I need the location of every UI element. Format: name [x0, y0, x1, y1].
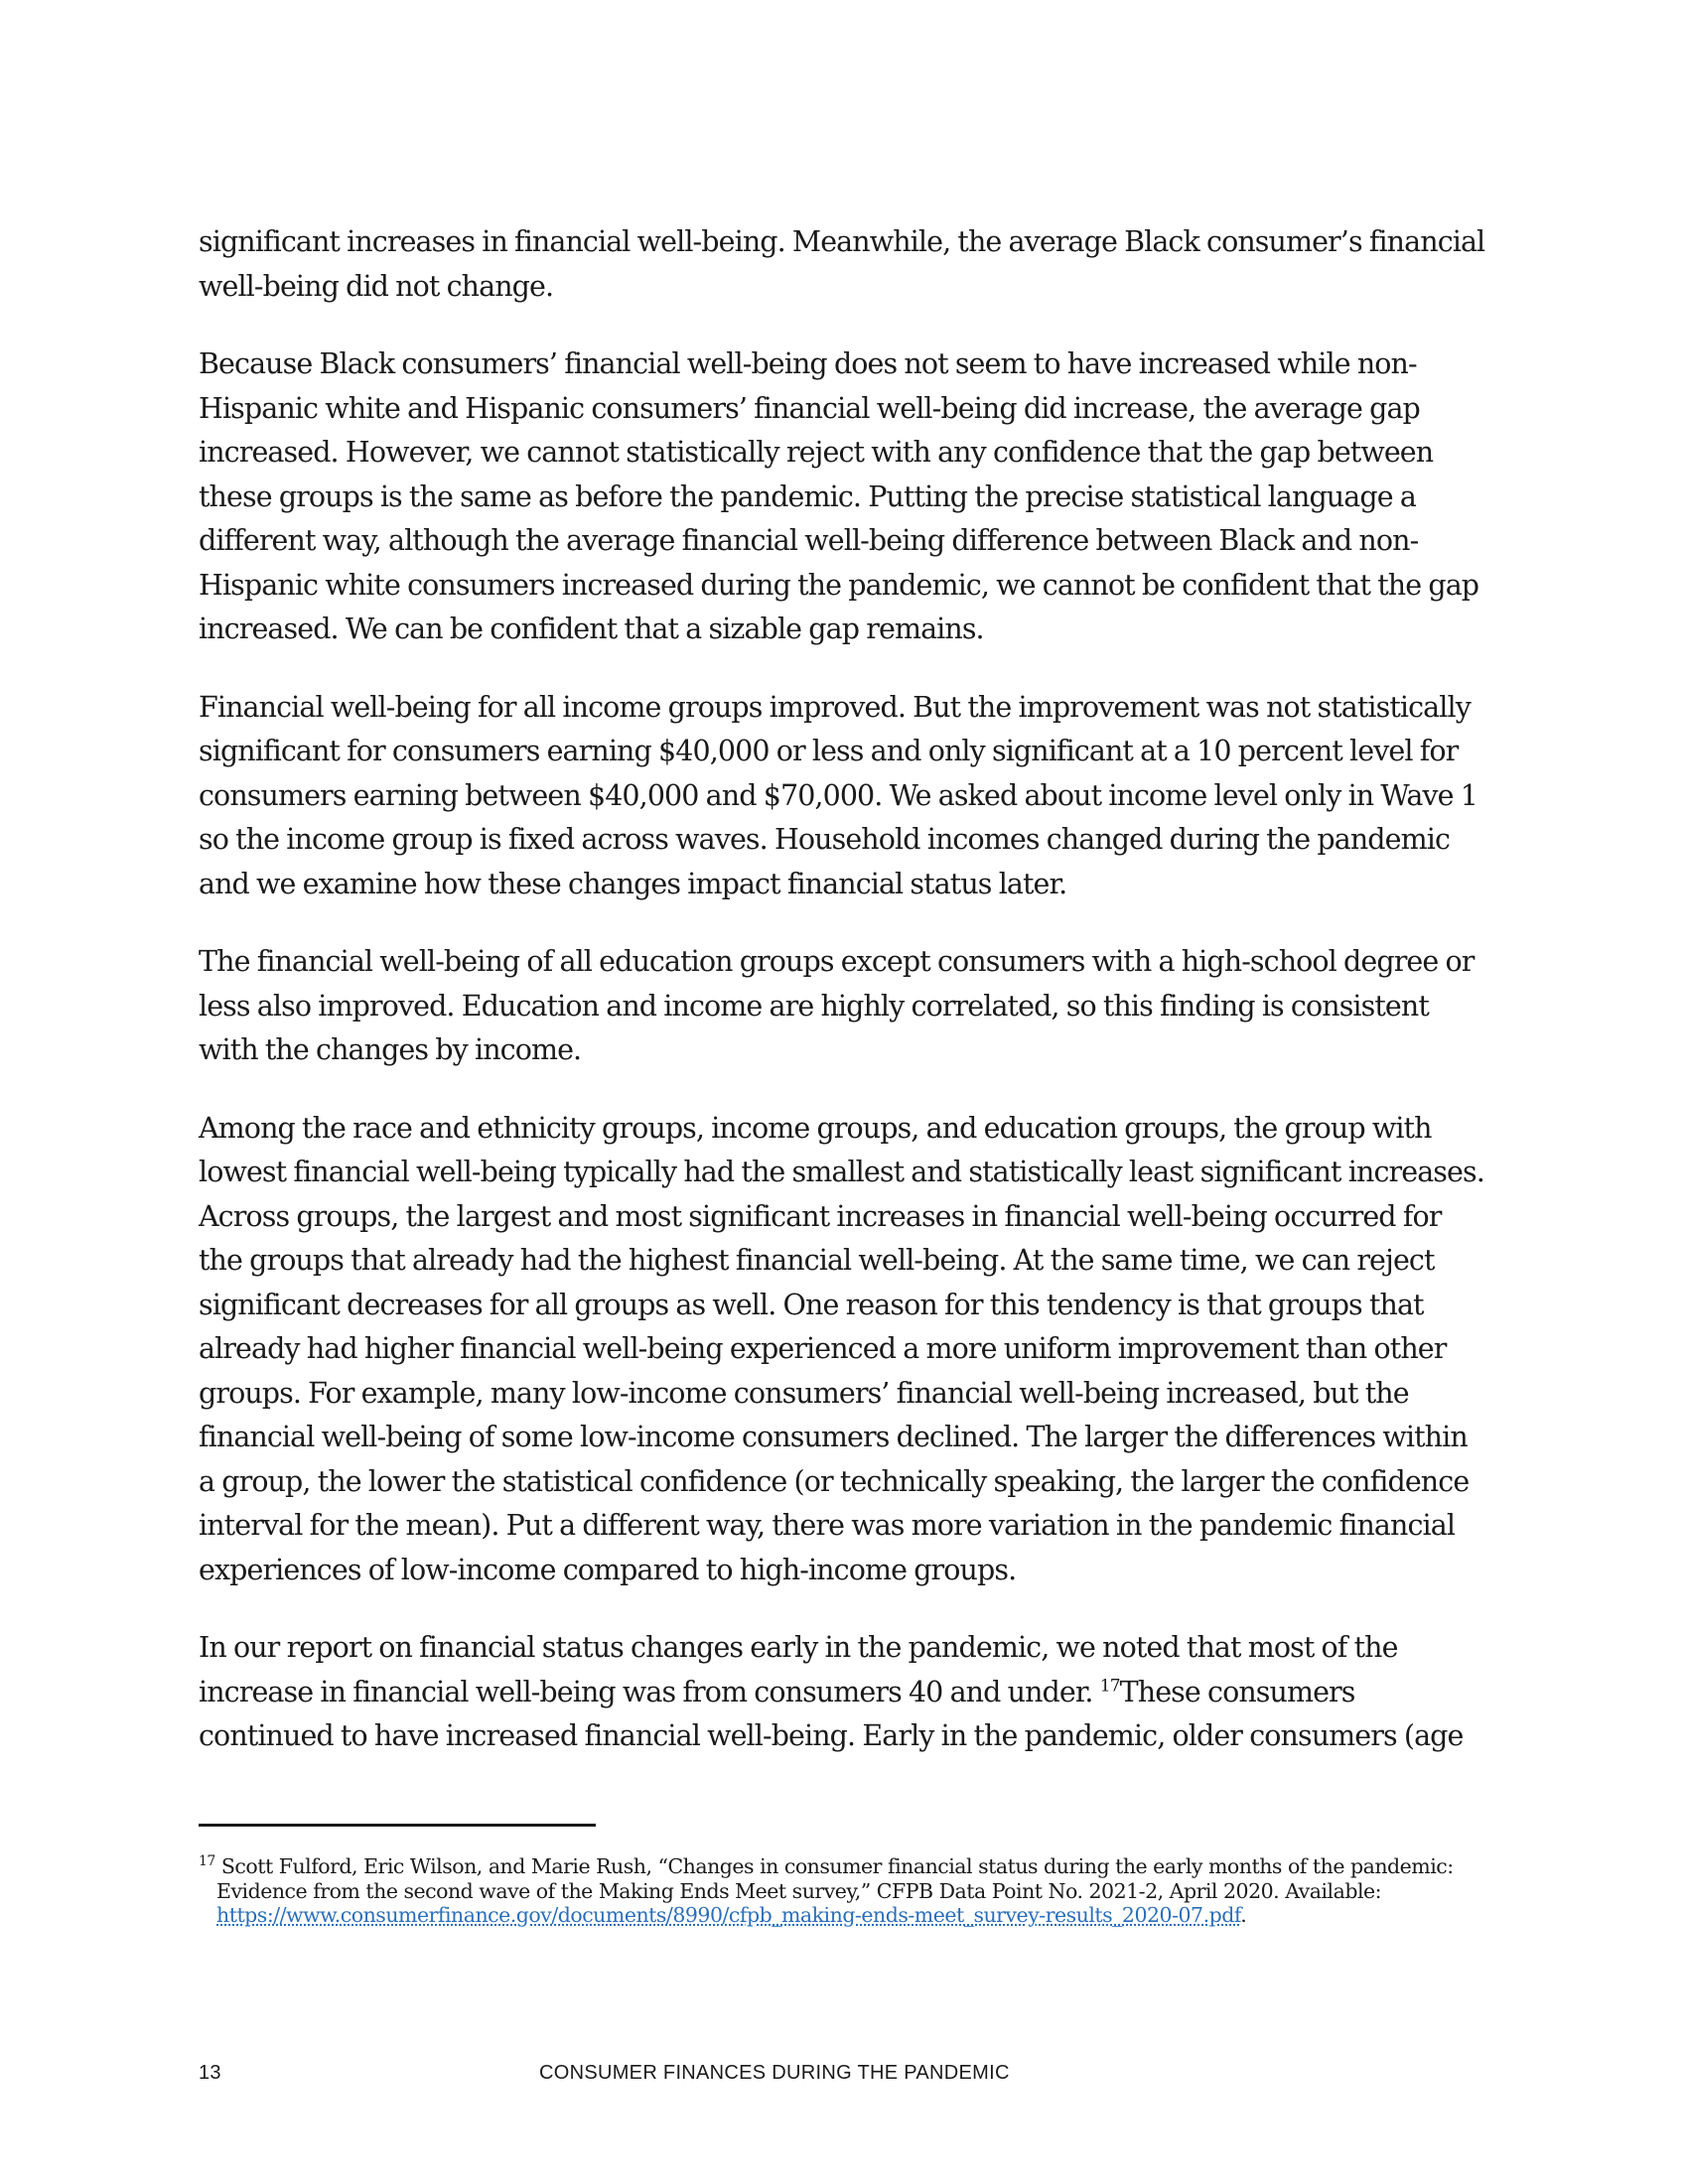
footnote-reference[interactable]: 17 [1099, 1676, 1120, 1696]
footnote [199, 1854, 1489, 1928]
footnote-number: 17 [199, 1853, 215, 1870]
running-title: CONSUMER FINANCES DURING THE PANDEMIC [539, 2062, 1010, 2084]
paragraph: The financial well-being of all education groups except consumers with a high-school degree or less also improved. Education and income are highly correlated, so this finding is consistent with the changes by income. [199, 945, 1475, 1066]
footnote-divider [199, 1824, 596, 1827]
paragraph-text-after-ref: These consumers continued to have increased financial well-being. Early in the pandemic, older consumers (age [199, 1675, 1464, 1752]
paragraph-text-before-ref: In our report on financial status changes early in the pandemic, we noted that most of the increase in financial well-being was from consumers 40 and under. [199, 1631, 1398, 1708]
page-number: 13 [199, 2062, 221, 2084]
footnote-link[interactable]: https://www.consumerfinance.gov/documents/8990/cfpb_making-ends-meet_survey-results_2020-07.pdf [216, 1903, 1241, 1927]
paragraph: Among the race and ethnicity groups, income groups, and education groups, the group with lowest financial well-being typically had the smallest and statistically least significant increases. Across groups, the largest and most significant increases in financial well-being occurred for the groups that already had the highest financial well-being. At the same time, we can reject significant decreases for all groups as well. One reason for this tendency is that groups that already had higher financial well-being experienced a more uniform improvement than other groups. For example, many low-income consumers’ financial well-being increased, but the financial well-being of some low-income consumers declined. The larger the differences within a group, the lower the statistical confidence (or technically speaking, the larger the confidence interval for the mean). Put a different way, there was more variation in the pandemic financial experiences of low-income compared to high-income groups. [199, 1111, 1484, 1586]
footnote-link-period: . [1240, 1903, 1247, 1927]
footnote-body [199, 1854, 1489, 1928]
main-text [199, 220, 1489, 1793]
footnote-text: Scott Fulford, Eric Wilson, and Marie Rush, “Changes in consumer financial status during the early months of the pandemic: Evidence from the second wave of the Making Ends Meet survey,” CFPB Data Point No. 2021-2, April 2020. Available: [216, 1854, 1454, 1903]
paragraph: Financial well-being for all income groups improved. But the improvement was not statistically significant for consumers earning $40,000 or less and only significant at a 10 percent level for consumers earning between $40,000 and $70,000. We asked about income level only in Wave 1 so the income group is fixed across waves. Household incomes changed during the pandemic and we examine how these changes impact financial status later. [199, 690, 1477, 900]
paragraph: Because Black consumers’ financial well-being does not seem to have increased while non-Hispanic white and Hispanic consumers’ financial well-being did increase, the average gap increased. However, we cannot statistically reject with any confidence that the gap between these groups is the same as before the pandemic. Putting the precise statistical language a different way, although the average financial well-being difference between Black and non-Hispanic white consumers increased during the pandemic, we cannot be confident that the gap increased. We can be confident that a sizable gap remains. [199, 347, 1479, 645]
paragraph-with-footnote-ref [199, 1626, 1489, 1759]
page-footer [199, 2062, 1489, 2092]
paragraph: significant increases in financial well-being. Meanwhile, the average Black consumer’s financial well-being did not change. [199, 225, 1485, 303]
